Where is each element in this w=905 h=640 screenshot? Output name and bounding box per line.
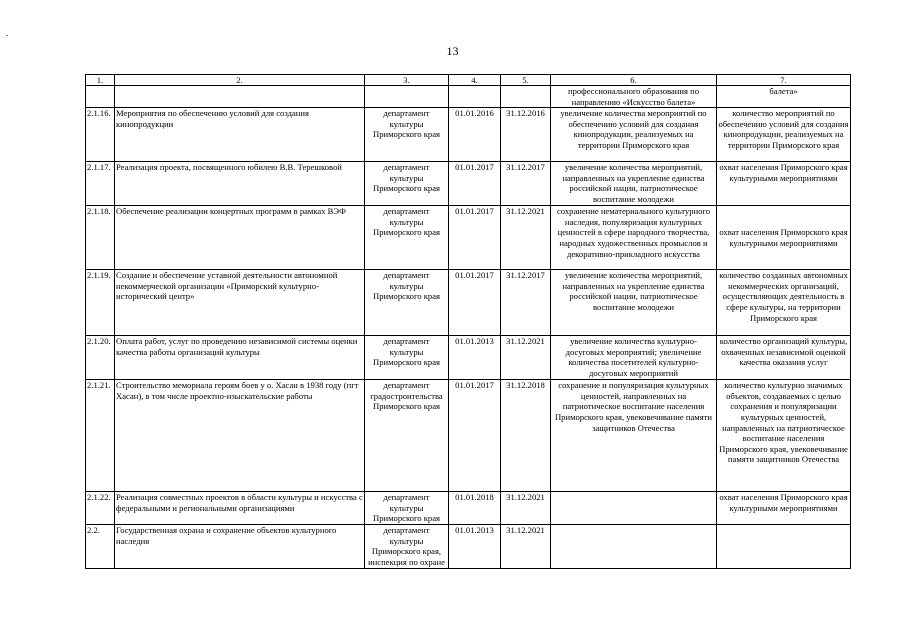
row-name: Обеспечение реализации концертных программ в рамках ВЭФ — [115, 206, 365, 270]
row-start: 01.01.2013 — [449, 525, 501, 569]
row-number — [86, 86, 115, 108]
row-executor — [365, 86, 449, 108]
row-indicator: количество организаций культуры, охваченных независимой оценкой качества оказания услуг — [717, 336, 851, 380]
row-executor: департамент культуры Приморского края — [365, 162, 449, 206]
row-start: 01.01.2016 — [449, 108, 501, 162]
table-row — [86, 108, 851, 162]
row-result: сохранение нематериального культурного наследия, популяризация культурных ценностей в сфере народного творчества, народных художественных промыслов и декоративно-прикладного искусства — [551, 206, 717, 270]
row-name — [115, 86, 365, 108]
page-number: 13 — [446, 44, 459, 58]
row-end: 31.12.2021 — [501, 492, 551, 525]
row-number: 2.1.18. — [86, 206, 115, 270]
row-indicator — [717, 525, 851, 569]
row-number: 2.1.17. — [86, 162, 115, 206]
row-name: Реализация совместных проектов в области культуры и искусства с федеральными и региональными организациями — [115, 492, 365, 525]
table-row — [86, 206, 851, 270]
row-start: 01.01.2013 — [449, 336, 501, 380]
row-end: 31.12.2021 — [501, 525, 551, 569]
row-start: 01.01.2017 — [449, 380, 501, 492]
table-row — [86, 86, 851, 108]
row-name: Оплата работ, услуг по проведению независимой системы оценки качества работы организаций культуры — [115, 336, 365, 380]
row-end: 31.12.2017 — [501, 270, 551, 336]
row-result — [551, 525, 717, 569]
row-end: 31.12.2018 — [501, 380, 551, 492]
row-indicator: охват населения Приморского края культурными мероприятиями — [717, 206, 851, 270]
corner-mark: . — [6, 28, 9, 38]
row-executor: департамент культуры Приморского края — [365, 108, 449, 162]
row-indicator: количество мероприятий по обеспечению условий для создания кинопродукции, реализуемых на территории Приморского края — [717, 108, 851, 162]
table-row — [86, 162, 851, 206]
row-executor: департамент градостроительства Приморского края — [365, 380, 449, 492]
row-result: увеличение количества культурно-досуговых мероприятий; увеличение количества посетителей культурно-досуговых мероприятий — [551, 336, 717, 380]
row-indicator: охват населения Приморского края культурными мероприятиями — [717, 492, 851, 525]
header-cell: 5. — [501, 75, 551, 86]
row-indicator: количество созданных автономных некоммерческих организаций, осуществляющих деятельность в сфере культуры, на территории Приморского края — [717, 270, 851, 336]
row-result: профессионального образования по направлению «Искусство балета» — [551, 86, 717, 108]
row-number: 2.1.16. — [86, 108, 115, 162]
row-result: увеличение количества мероприятий по обеспечению условий для создания кинопродукции, реализуемых на территории Приморского края — [551, 108, 717, 162]
row-name: Государственная охрана и сохранение объектов культурного наследия — [115, 525, 365, 569]
row-indicator: охват населения Приморского края культурными мероприятиями — [717, 162, 851, 206]
header-cell: 6. — [551, 75, 717, 86]
row-end: 31.12.2016 — [501, 108, 551, 162]
row-end — [501, 86, 551, 108]
row-name: Мероприятия по обеспечению условий для создания кинопродукции — [115, 108, 365, 162]
row-indicator: количество культурно значимых объектов, создаваемых с целью сохранения и популяризации культурных ценностей, направленных на патриотическое воспитание населения Приморского края, увековечивание памяти защитников Отечества — [717, 380, 851, 492]
header-cell: 1. — [86, 75, 115, 86]
table-row — [86, 336, 851, 380]
row-end: 31.12.2017 — [501, 162, 551, 206]
row-start: 01.01.2017 — [449, 206, 501, 270]
row-end: 31.12.2021 — [501, 336, 551, 380]
row-number: 2.1.21. — [86, 380, 115, 492]
row-number: 2.1.22. — [86, 492, 115, 525]
row-result: увеличение количества мероприятий, направленных на укрепление единства российской нации, патриотическое воспитание молодежи — [551, 162, 717, 206]
row-executor: департамент культуры Приморского края — [365, 492, 449, 525]
table-row — [86, 270, 851, 336]
table-row — [86, 492, 851, 525]
table-row — [86, 525, 851, 569]
header-cell: 2. — [115, 75, 365, 86]
program-table — [85, 74, 851, 569]
row-result: сохранение и популяризация культурных ценностей, направленных на патриотическое воспитание населения Приморского края, увековечивание памяти защитников Отечества — [551, 380, 717, 492]
header-cell: 4. — [449, 75, 501, 86]
row-name: Строительство мемориала героям боев у о. Хасан в 1938 году (пгт Хасан), в том числе проектно-изыскательские работы — [115, 380, 365, 492]
row-name: Реализация проекта, посвященного юбилею В.В. Терешковой — [115, 162, 365, 206]
table-row — [86, 380, 851, 492]
row-result — [551, 492, 717, 525]
row-number: 2.2. — [86, 525, 115, 569]
header-cell: 7. — [717, 75, 851, 86]
row-executor: департамент культуры Приморского края, инспекция по охране — [365, 525, 449, 569]
header-cell: 3. — [365, 75, 449, 86]
row-start: 01.01.2018 — [449, 492, 501, 525]
row-number: 2.1.19. — [86, 270, 115, 336]
row-start — [449, 86, 501, 108]
header-row — [86, 75, 851, 86]
row-end: 31.12.2021 — [501, 206, 551, 270]
row-number: 2.1.20. — [86, 336, 115, 380]
row-indicator: балета» — [717, 86, 851, 108]
row-executor: департамент культуры Приморского края — [365, 336, 449, 380]
row-name: Создание и обеспечение уставной деятельности автономной некоммерческой организации «Приморский культурно-исторический центр» — [115, 270, 365, 336]
row-result: увеличение количества мероприятий, направленных на укрепление единства российской нации, патриотическое воспитание молодежи — [551, 270, 717, 336]
row-start: 01.01.2017 — [449, 270, 501, 336]
row-executor: департамент культуры Приморского края — [365, 206, 449, 270]
row-start: 01.01.2017 — [449, 162, 501, 206]
row-executor: департамент культуры Приморского края — [365, 270, 449, 336]
